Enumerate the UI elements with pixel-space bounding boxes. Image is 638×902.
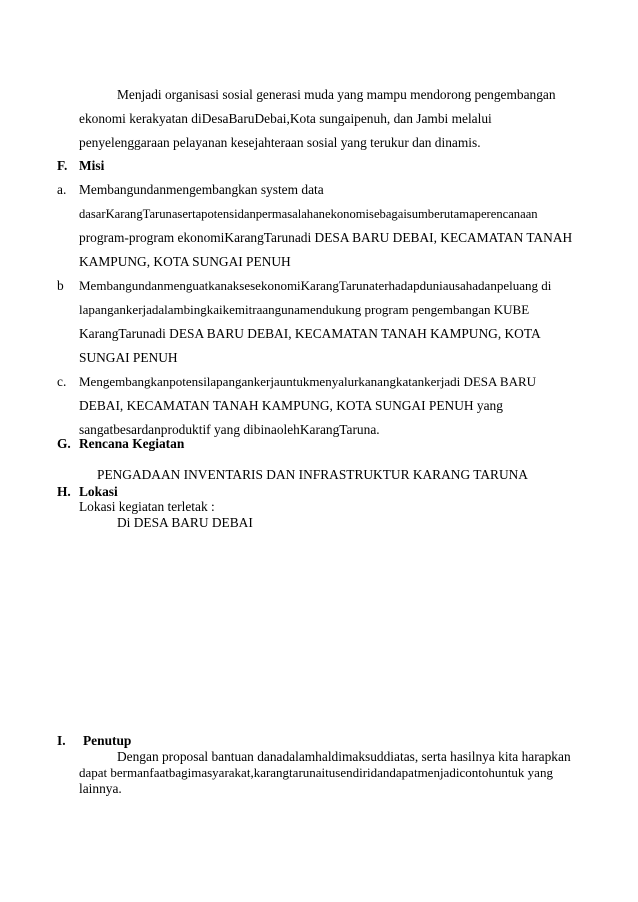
mission-line: KarangTarunadi DESA BARU DEBAI, KECAMATAN TANAH KAMPUNG, KOTA xyxy=(79,326,541,341)
closing-line: lainnya. xyxy=(79,781,122,796)
mission-line: Mengembangkanpotensilapangankerjauntukmenyalurkanangkatankerjadi DESA BARU xyxy=(79,374,537,389)
section-marker-misi: F. xyxy=(57,158,68,173)
mission-line: program-program ekonomiKarangTarunadi DESA BARU DEBAI, KECAMATAN TANAH xyxy=(79,230,573,245)
list-marker: b xyxy=(57,278,64,293)
activity-plan-text: PENGADAAN INVENTARIS DAN INFRASTRUKTUR KARANG TARUNA xyxy=(97,467,528,482)
vision-line: penyelenggaraan pelayanan kesejahteraan sosial yang terukur dan dinamis. xyxy=(79,135,481,150)
section-title-penutup: Penutup xyxy=(83,733,132,748)
list-marker: c. xyxy=(57,374,67,389)
mission-line: Membangundanmengembangkan system data xyxy=(79,182,324,197)
section-title-rencana: Rencana Kegiatan xyxy=(79,436,185,451)
section-marker-lokasi: H. xyxy=(57,484,71,499)
section-marker-penutup: I. xyxy=(57,733,66,748)
vision-line: ekonomi kerakyatan diDesaBaruDebai,Kota sungaipenuh, dan Jambi melalui xyxy=(79,111,492,126)
closing-line: dapat bermanfaatbagimasyarakat,karangtarunaitusendiridandapatmenjadicontohuntuk yang xyxy=(79,765,553,780)
mission-line: KAMPUNG, KOTA SUNGAI PENUH xyxy=(79,254,291,269)
vision-line: Menjadi organisasi sosial generasi muda yang mampu mendorong pengembangan xyxy=(117,87,556,102)
list-marker: a. xyxy=(57,182,67,197)
mission-line: DEBAI, KECAMATAN TANAH KAMPUNG, KOTA SUNGAI PENUH yang xyxy=(79,398,503,413)
section-marker-rencana: G. xyxy=(57,436,71,451)
location-intro: Lokasi kegiatan terletak : xyxy=(79,499,215,514)
mission-line: sangatbesardanproduktif yang dibinaolehKarangTaruna. xyxy=(79,422,380,437)
section-title-lokasi: Lokasi xyxy=(79,484,118,499)
mission-line: SUNGAI PENUH xyxy=(79,350,178,365)
mission-line: lapangankerjadalambingkaikemitraangunamendukung program pengembangan KUBE xyxy=(79,302,530,317)
location-place: Di DESA BARU DEBAI xyxy=(117,515,253,530)
closing-line: Dengan proposal bantuan danadalamhaldimaksuddiatas, serta hasilnya kita harapkan xyxy=(117,749,571,764)
section-title-misi: Misi xyxy=(79,158,105,173)
mission-line: dasarKarangTarunasertapotensidanpermasalahanekonomisebagaisumberutamaperencanaan xyxy=(79,207,538,221)
mission-line: MembangundanmenguatkanaksesekonomiKarangTarunaterhadapduniausahadanpeluang di xyxy=(79,278,552,293)
